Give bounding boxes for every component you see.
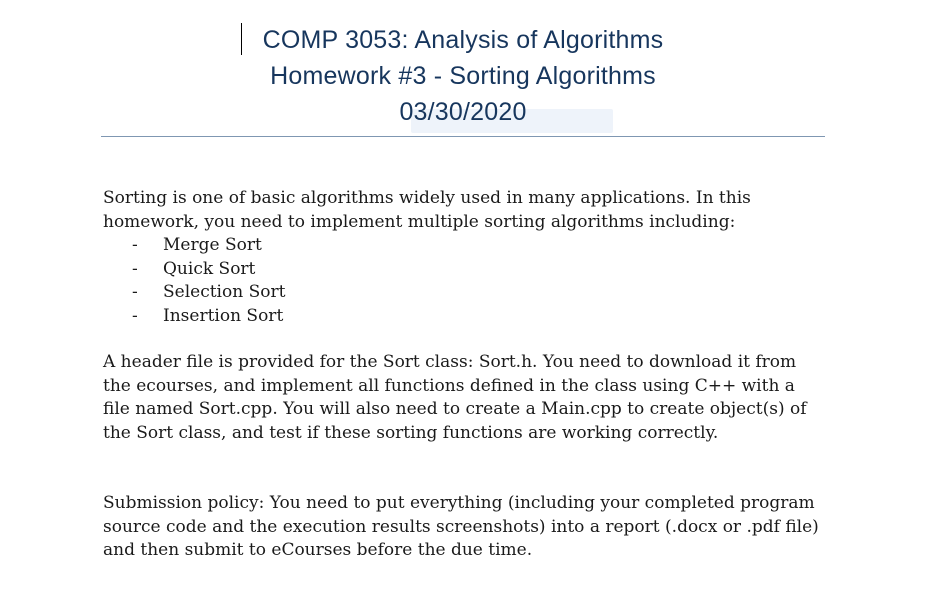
bullet-dash: -: [132, 258, 138, 279]
algorithm-list: [103, 234, 823, 328]
instructions-paragraph: A header file is provided for the Sort class: Sort.h. You need to download it from the ecourses, and implement all functions defined in the class using C++ with a file named Sort.cpp. You will also need to create a Main.cpp to create object(s) of the Sort class, and test if these sorting functions are working correctly.: [103, 352, 807, 443]
intro-paragraph: Sorting is one of basic algorithms widely used in many applications. In this homework, you need to implement multiple sorting algorithms including:: [103, 188, 751, 232]
bullet-dash: -: [132, 305, 138, 326]
header-divider: [101, 136, 825, 137]
list-item-label: Selection Sort: [163, 282, 286, 302]
intro-section: [103, 187, 823, 328]
list-item: [103, 258, 823, 282]
submission-section: [103, 492, 823, 563]
list-item: [103, 305, 823, 329]
list-item: [103, 234, 823, 258]
course-title: COMP 3053: Analysis of Algorithms: [262, 26, 664, 54]
list-item-label: Quick Sort: [163, 258, 256, 279]
instructions-section: [103, 351, 823, 445]
bullet-dash: -: [132, 235, 138, 255]
homework-title: Homework #3 - Sorting Algorithms: [270, 62, 656, 90]
document-header: [100, 22, 826, 130]
bullet-dash: -: [132, 282, 138, 302]
homework-date: 03/30/2020: [399, 98, 527, 126]
list-item-label: Insertion Sort: [163, 305, 284, 326]
list-item: [103, 281, 823, 305]
list-item-label: Merge Sort: [163, 235, 262, 255]
submission-paragraph: Submission policy: You need to put everything (including your completed program source code and the execution results screenshots) into a report (.docx or .pdf file) and then submit to eCourses before the due time.: [103, 493, 819, 560]
